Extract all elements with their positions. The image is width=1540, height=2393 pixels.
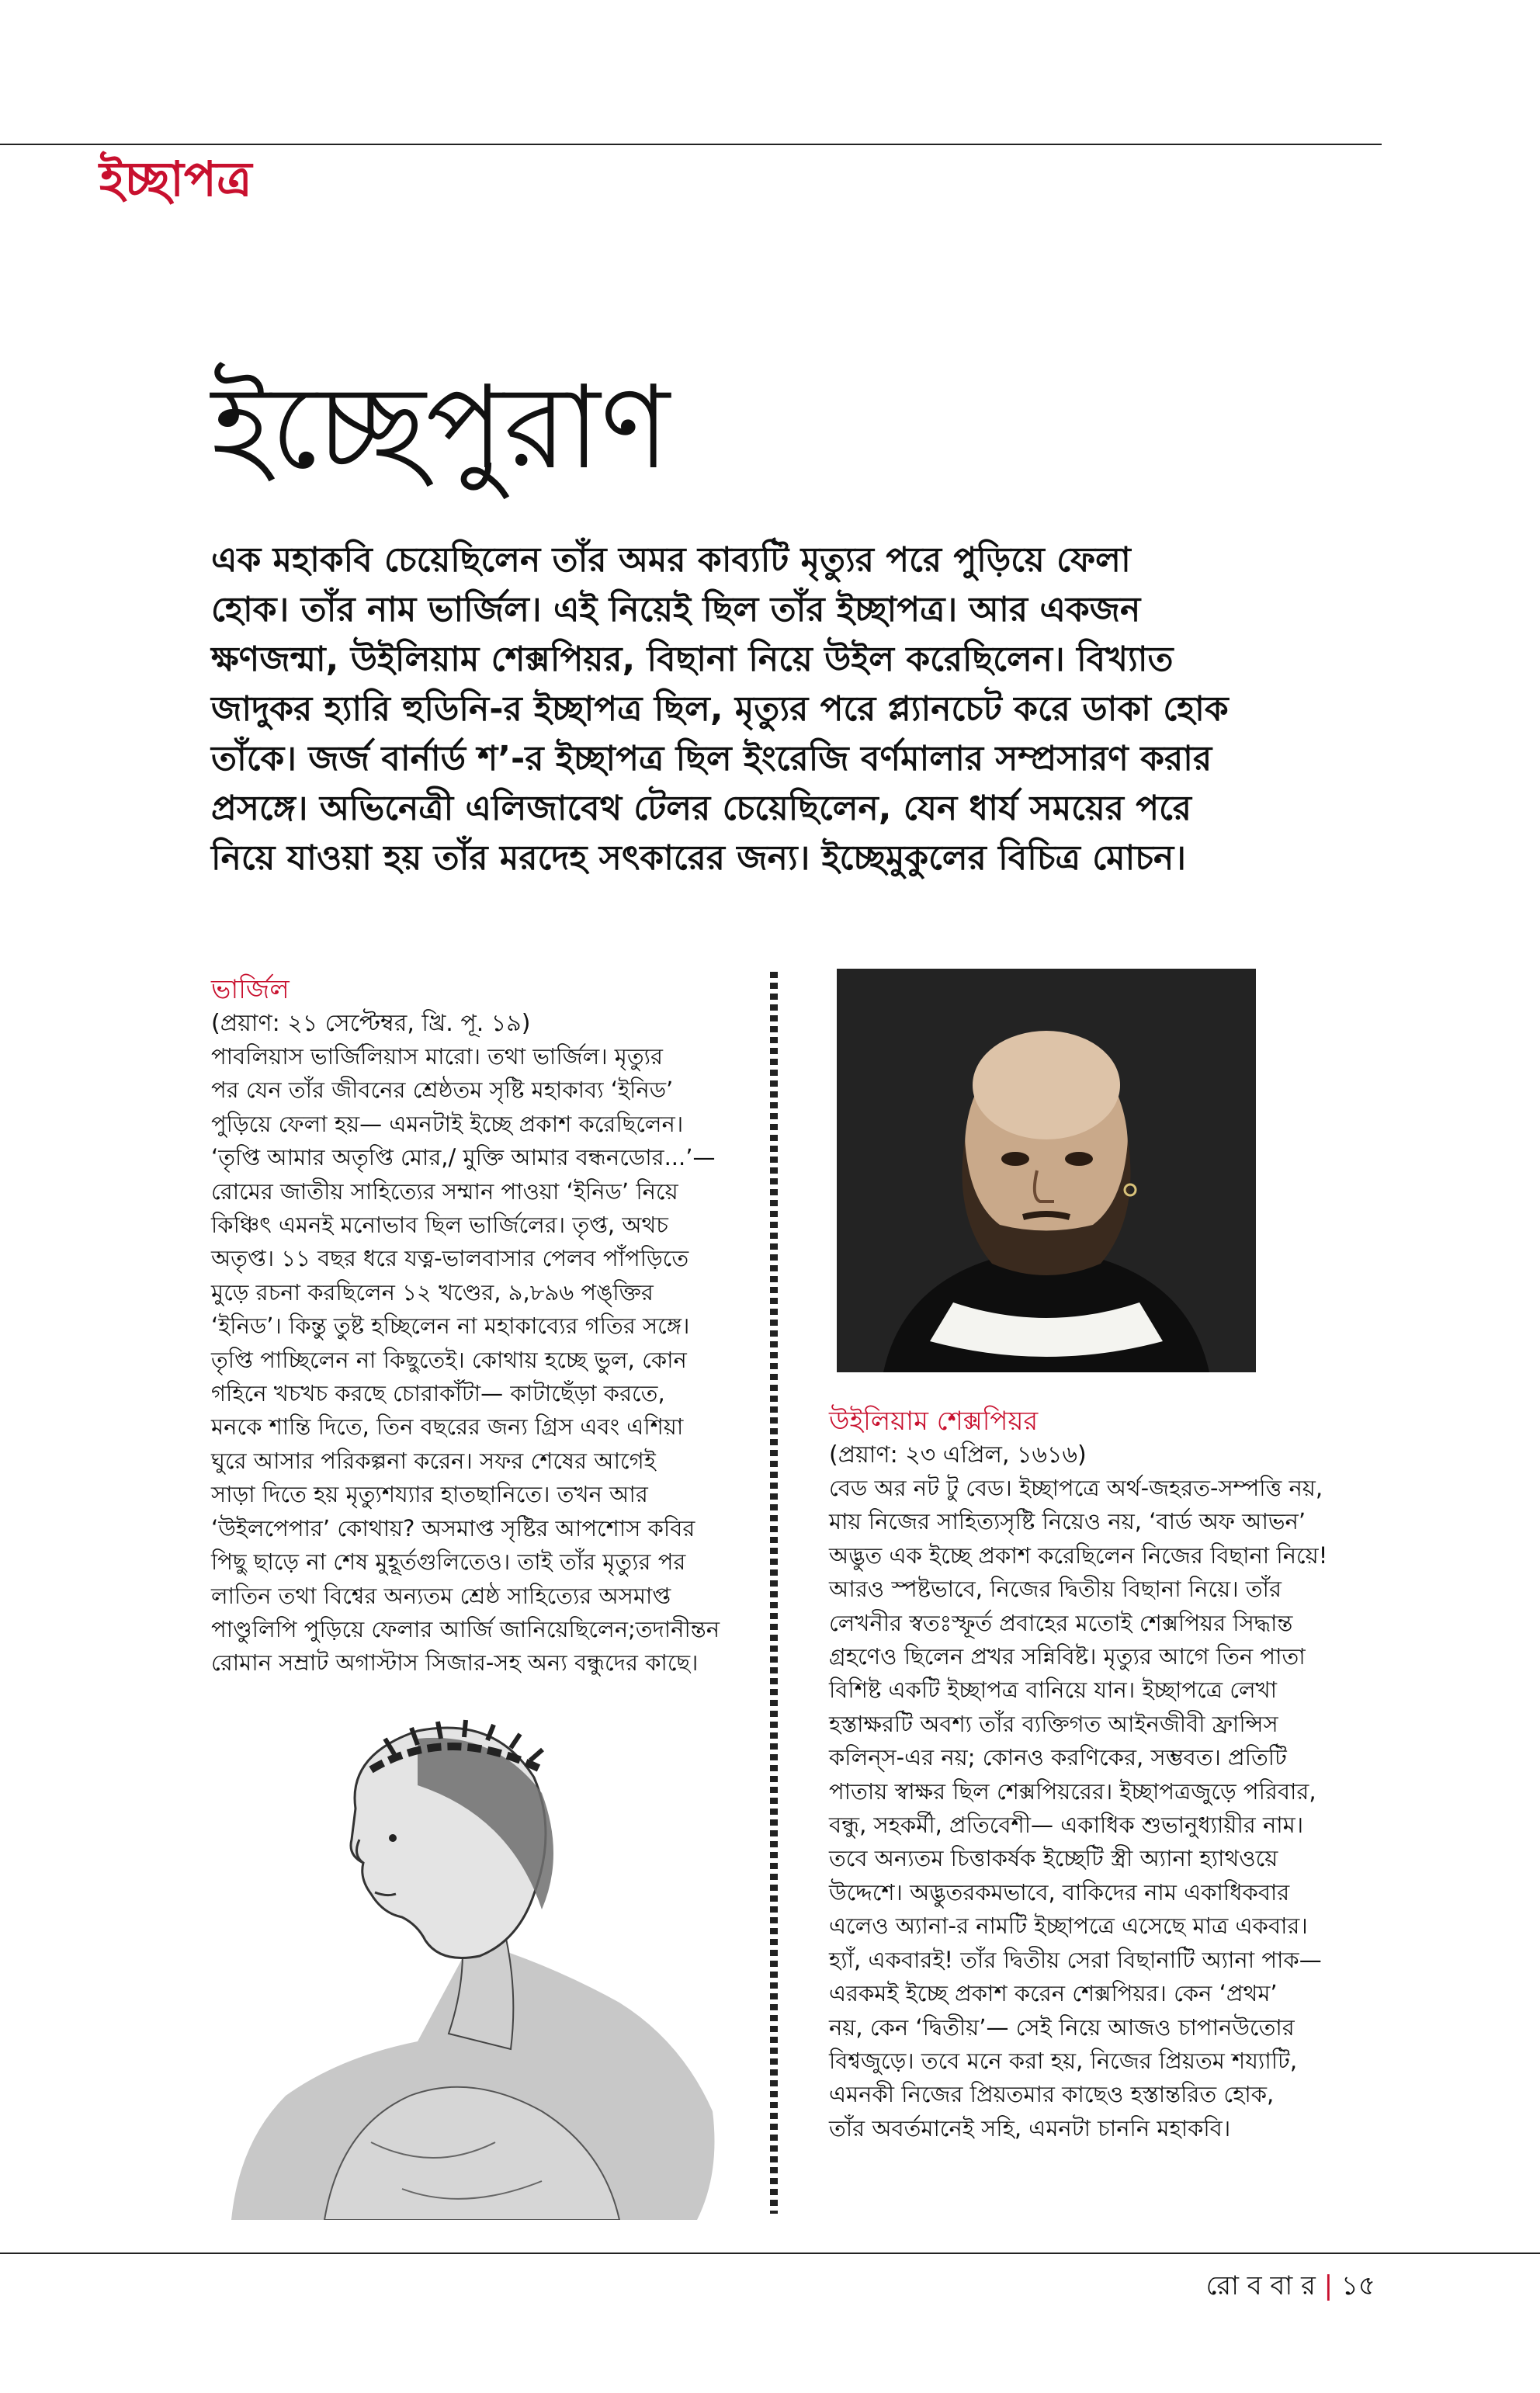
- virgil-line: গহিনে খচখচ করছে চোরাকাঁটা— কাটাছেঁড়া করতে,: [211, 1380, 665, 1407]
- intro-line: প্রসঙ্গে। অভিনেত্রী এলিজাবেথ টেলর চেয়েছিলেন, যেন ধার্য সময়ের পরে: [211, 789, 1192, 828]
- page-number: ১৫: [1341, 2270, 1375, 2301]
- shakespeare-line: বিশ্বজুড়ে। তবে মনে করা হয়, নিজের প্রিয়তম শয্যাটি,: [829, 2047, 1298, 2074]
- shakespeare-line: গ্রহণেও ছিলেন প্রখর সন্নিবিষ্ট। মৃত্যুর আগে তিন পাতা: [829, 1643, 1306, 1670]
- shakespeare-line: হস্তাক্ষরটি অবশ্য তাঁর ব্যক্তিগত আইনজীবী ফ্রান্সিস: [829, 1710, 1278, 1737]
- virgil-line: তৃপ্তি পাচ্ছিলেন না কিছুতেই। কোথায় হচ্ছে ভুল, কোন: [211, 1346, 687, 1373]
- shakespeare-line: তবে অন্যতম চিত্তাকর্ষক ইচ্ছেটি স্ত্রী অ্যানা হ্যাথওয়ে: [829, 1845, 1278, 1872]
- virgil-portrait: [216, 1708, 728, 2220]
- shakespeare-article: [829, 1403, 1326, 2145]
- intro-line: নিয়ে যাওয়া হয় তাঁর মরদেহ সৎকারের জন্য। ইচ্ছেমুকুলের বিচিত্র মোচন।: [211, 838, 1187, 878]
- shakespeare-line: মায় নিজের সাহিত্যসৃষ্টি নিয়েও নয়, ‘বার্ড অফ আভন’: [829, 1508, 1306, 1535]
- intro-line: তাঁকে। জর্জ বার্নার্ড শ’-র ইচ্ছাপত্র ছিল ইংরেজি বর্ণমালার সম্প্রসারণ করার: [211, 739, 1212, 779]
- shakespeare-line: কলিন্‌স-এর নয়; কোনও করণিকের, সম্ভবত। প্রতিটি: [829, 1744, 1287, 1771]
- magazine-name: রো ব বা র: [1205, 2270, 1316, 2301]
- footer-separator: |: [1323, 2270, 1334, 2301]
- virgil-line: ঘুরে আসার পরিকল্পনা করেন। সফর শেষের আগেই: [211, 1447, 656, 1474]
- intro-line: এক মহাকবি চেয়েছিলেন তাঁর অমর কাব্যটি মৃত্যুর পরে পুড়িয়ে ফেলা: [211, 540, 1131, 580]
- virgil-line: পাবলিয়াস ভার্জিলিয়াস মারো। তথা ভার্জিল। মৃত্যুর: [211, 1043, 664, 1070]
- virgil-line: কিঞ্চিৎ এমনই মনোভাব ছিল ভার্জিলের। তৃপ্ত, অথচ: [211, 1212, 668, 1239]
- footer-rule: [0, 2253, 1540, 2254]
- virgil-line: ‘ইনিড’। কিন্তু তুষ্ট হচ্ছিলেন না মহাকাব্যের গতির সঙ্গে।: [211, 1313, 690, 1340]
- virgil-name: ভার্জিল: [211, 974, 290, 1005]
- shakespeare-portrait: [837, 969, 1256, 1372]
- shakespeare-line: উদ্দেশে। অদ্ভুতরকমভাবে, বাকিদের নাম একাধিকবার: [829, 1878, 1290, 1906]
- virgil-line: লাতিন তথা বিশ্বের অন্যতম শ্রেষ্ঠ সাহিত্যের অসমাপ্ত: [211, 1582, 671, 1609]
- intro-line: জাদুকর হ্যারি হুডিনি-র ইচ্ছাপত্র ছিল, মৃত্যুর পরে প্ল্যানচেট করে ডাকা হোক: [211, 689, 1229, 729]
- virgil-line: পর যেন তাঁর জীবনের শ্রেষ্ঠতম সৃষ্টি মহাকাব্য ‘ইনিড’: [211, 1077, 674, 1104]
- virgil-line: পুড়িয়ে ফেলা হয়— এমনটাই ইচ্ছে প্রকাশ করেছিলেন।: [211, 1110, 684, 1137]
- shakespeare-line: এমনকী নিজের প্রিয়তমার কাছেও হস্তান্তরিত হোক,: [829, 2081, 1275, 2108]
- virgil-line: অতৃপ্ত। ১১ বছর ধরে যত্ন-ভালবাসার পেলব পাঁপড়িতে: [211, 1245, 689, 1272]
- shakespeare-line: হ্যাঁ, একবারই! তাঁর দ্বিতীয় সেরা বিছানাটি অ্যানা পাক—: [829, 1946, 1322, 1973]
- shakespeare-line: বিশিষ্ট একটি ইচ্ছাপত্র বানিয়ে যান। ইচ্ছাপত্রে লেখা: [829, 1677, 1278, 1704]
- shakespeare-date: (প্রয়াণ: ২৩ এপ্রিল, ১৬১৬): [829, 1441, 1087, 1469]
- shakespeare-line: পাতায় স্বাক্ষর ছিল শেক্সপিয়রের। ইচ্ছাপত্রজুড়ে পরিবার,: [829, 1777, 1316, 1805]
- virgil-date: (প্রয়াণ: ২১ সেপ্টেম্বর, খ্রি. পূ. ১৯): [211, 1010, 531, 1037]
- virgil-line: মনকে শান্তি দিতে, তিন বছরের জন্য গ্রিস এবং এশিয়া: [211, 1413, 684, 1441]
- virgil-line: ‘উইলপেপার’ কোথায়? অসমাপ্ত সৃষ্টির আপশোস কবির: [211, 1514, 695, 1542]
- shakespeare-name: উইলিয়াম শেক্সপিয়র: [829, 1406, 1039, 1437]
- virgil-line: মুড়ে রচনা করছিলেন ১২ খণ্ডের, ৯,৮৯৬ পঙ্‌ক্তির: [211, 1278, 654, 1306]
- page-footer: [1205, 2270, 1375, 2301]
- virgil-line: ‘তৃপ্তি আমার অতৃপ্তি মোর,/ মুক্তি আমার বন্ধনডোর...’—: [211, 1144, 716, 1171]
- virgil-article: [211, 972, 770, 1680]
- intro-line: ক্ষণজন্মা, উইলিয়াম শেক্সপিয়র, বিছানা নিয়ে উইল করেছিলেন। বিখ্যাত: [211, 640, 1174, 679]
- shakespeare-line: লেখনীর স্বতঃস্ফূর্ত প্রবাহের মতোই শেক্সপিয়র সিদ্ধান্ত: [829, 1609, 1293, 1636]
- virgil-line: পিছু ছাড়ে না শেষ মুহূর্তগুলিতেও। তাই তাঁর মৃত্যুর পর: [211, 1549, 686, 1576]
- intro-paragraph: [211, 536, 1329, 883]
- shakespeare-line: বন্ধু, সহকর্মী, প্রতিবেশী— একাধিক শুভানুধ্যায়ীর নাম।: [829, 1812, 1304, 1839]
- top-rule: [0, 144, 1382, 145]
- shakespeare-line: আরও স্পষ্টভাবে, নিজের দ্বিতীয় বিছানা নিয়ে। তাঁর: [829, 1576, 1282, 1603]
- intro-line: হোক। তাঁর নাম ভার্জিল। এই নিয়েই ছিল তাঁর ইচ্ছাপত্র। আর একজন: [211, 590, 1141, 629]
- section-label: ইচ্ছাপত্র: [99, 151, 252, 207]
- shakespeare-line: অদ্ভুত এক ইচ্ছে প্রকাশ করেছিলেন নিজের বিছানা নিয়ে!: [829, 1542, 1328, 1569]
- virgil-line: রোমের জাতীয় সাহিত্যের সম্মান পাওয়া ‘ইনিড’ নিয়ে: [211, 1177, 678, 1205]
- shakespeare-line: এলেও অ্যানা-র নামটি ইচ্ছাপত্রে এসেছে মাত্র একবার।: [829, 1913, 1308, 1940]
- headline: ইচ্ছেপুরাণ: [211, 361, 670, 494]
- shakespeare-line: বেড অর নট টু বেড। ইচ্ছাপত্রে অর্থ-জহরত-সম্পত্তি নয়,: [829, 1475, 1323, 1501]
- virgil-line: পাণ্ডুলিপি পুড়িয়ে ফেলার আর্জি জানিয়েছিলেন;তদানীন্তন: [211, 1615, 720, 1642]
- shakespeare-line: এরকমই ইচ্ছে প্রকাশ করেন শেক্সপিয়র। কেন ‘প্রথম’: [829, 1980, 1278, 2007]
- column-divider: [770, 972, 778, 2214]
- shakespeare-line: নয়, কেন ‘দ্বিতীয়’— সেই নিয়ে আজও চাপানউতোর: [829, 2013, 1295, 2041]
- virgil-line: রোমান সম্রাট অগাস্টাস সিজার-সহ অন্য বন্ধুদের কাছে।: [211, 1649, 699, 1677]
- shakespeare-line: তাঁর অবর্তমানেই সহি, এমনটা চাননি মহাকবি।: [829, 2114, 1231, 2142]
- virgil-line: সাড়া দিতে হয় মৃত্যুশয্যার হাতছানিতে। তখন আর: [211, 1481, 648, 1508]
